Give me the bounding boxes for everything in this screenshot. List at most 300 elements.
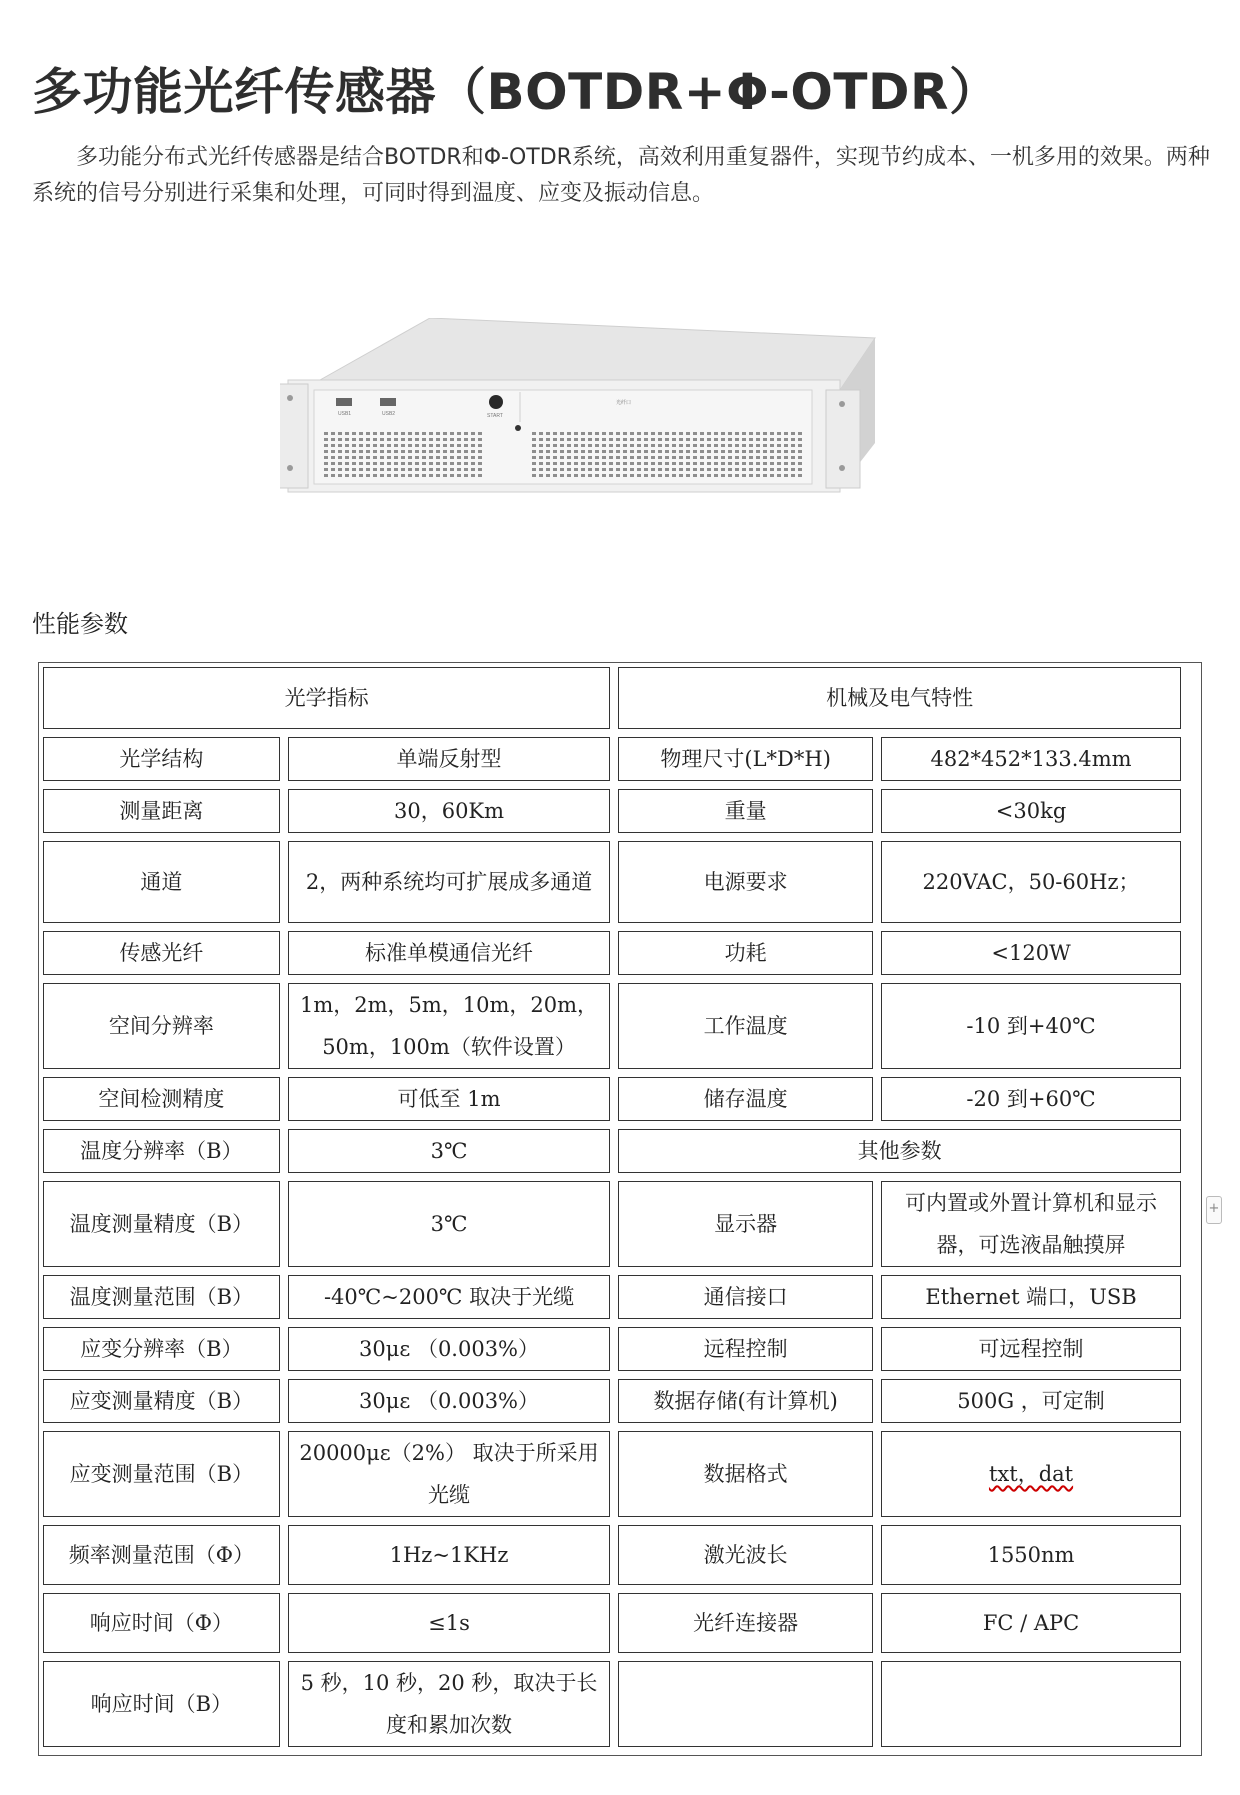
vent-slot — [791, 462, 795, 465]
mount-hole — [287, 395, 293, 401]
vent-slot — [644, 474, 648, 477]
vent-slot — [546, 438, 550, 441]
vent-slot — [422, 462, 426, 465]
vent-slot — [345, 438, 349, 441]
vent-slot — [700, 468, 704, 471]
vent-slot — [387, 432, 391, 435]
device-top-panel — [320, 318, 875, 390]
vent-slot — [763, 450, 767, 453]
vent-slot — [763, 432, 767, 435]
vent-slot — [728, 468, 732, 471]
vent-slot — [616, 444, 620, 447]
mechanical-param-name: 重量 — [618, 789, 873, 833]
vent-slot — [380, 456, 384, 459]
optical-param-value: -40℃~200℃ 取决于光缆 — [288, 1275, 610, 1319]
vent-slot — [450, 462, 454, 465]
vent-slot — [707, 456, 711, 459]
vent-slot — [630, 450, 634, 453]
vent-slot — [422, 474, 426, 477]
vent-slot — [728, 432, 732, 435]
vent-slot — [616, 438, 620, 441]
vent-slot — [735, 474, 739, 477]
optical-param-value: ≤1s — [288, 1593, 610, 1653]
vent-slot — [331, 462, 335, 465]
vent-slot — [637, 450, 641, 453]
vent-slot — [651, 444, 655, 447]
optical-param-value: 3℃ — [288, 1181, 610, 1267]
vent-slot — [700, 438, 704, 441]
optical-param-name: 响应时间（Φ） — [43, 1593, 280, 1653]
mechanical-param-value: txt，dat — [881, 1431, 1181, 1517]
vent-slot — [707, 462, 711, 465]
vent-slot — [651, 432, 655, 435]
table-row — [43, 1593, 1181, 1653]
vent-slot — [546, 462, 550, 465]
vent-slot — [672, 432, 676, 435]
vent-slot — [450, 450, 454, 453]
vent-slot — [742, 444, 746, 447]
vent-slot — [539, 474, 543, 477]
mechanical-param-name: 功耗 — [618, 931, 873, 975]
vent-slot — [567, 444, 571, 447]
vent-slot — [735, 462, 739, 465]
vent-slot — [623, 456, 627, 459]
vent-slot — [770, 444, 774, 447]
vent-slot — [574, 456, 578, 459]
vent-slot — [324, 444, 328, 447]
vent-slot — [609, 474, 613, 477]
optical-param-name: 传感光纤 — [43, 931, 280, 975]
vent-slot — [408, 468, 412, 471]
vent-slot — [415, 432, 419, 435]
vent-slot — [665, 462, 669, 465]
vent-slot — [672, 462, 676, 465]
vent-slot — [394, 456, 398, 459]
vent-slot — [450, 432, 454, 435]
vent-slot — [658, 474, 662, 477]
mount-hole — [839, 465, 845, 471]
vent-slot — [366, 450, 370, 453]
vent-slot — [679, 456, 683, 459]
vent-slot — [749, 462, 753, 465]
vent-slot — [728, 456, 732, 459]
vent-slot — [721, 462, 725, 465]
vent-slot — [436, 444, 440, 447]
vent-slot — [450, 474, 454, 477]
optical-param-value: 3℃ — [288, 1129, 610, 1173]
mount-hole — [839, 401, 845, 407]
optical-param-name: 响应时间（B） — [43, 1661, 280, 1747]
vent-slot — [380, 462, 384, 465]
vent-slot — [721, 450, 725, 453]
vent-slot — [623, 462, 627, 465]
vent-slot — [735, 468, 739, 471]
vent-slot — [665, 444, 669, 447]
vent-slot — [686, 444, 690, 447]
vent-slot — [700, 450, 704, 453]
vent-slot — [588, 456, 592, 459]
vent-slot — [630, 444, 634, 447]
vent-slot — [770, 432, 774, 435]
mechanical-param-name — [618, 1661, 873, 1747]
vent-slot — [749, 438, 753, 441]
optical-param-name: 通道 — [43, 841, 280, 923]
table-row — [43, 1431, 1181, 1517]
vent-slot — [532, 468, 536, 471]
mechanical-param-value: 可远程控制 — [881, 1327, 1181, 1371]
vent-slot — [429, 450, 433, 453]
vent-slot — [777, 468, 781, 471]
vent-slot — [679, 462, 683, 465]
vent-slot — [630, 474, 634, 477]
section-title: 性能参数 — [32, 610, 128, 638]
vent-slot — [560, 456, 564, 459]
spec-table-container — [38, 662, 1202, 1756]
optical-param-name: 温度测量精度（B） — [43, 1181, 280, 1267]
vent-slot — [798, 438, 802, 441]
vent-slot — [742, 468, 746, 471]
vent-slot — [623, 468, 627, 471]
vent-slot — [693, 450, 697, 453]
vent-slot — [588, 438, 592, 441]
vent-slot — [464, 444, 468, 447]
vent-slot — [588, 468, 592, 471]
optical-param-name: 测量距离 — [43, 789, 280, 833]
vent-slot — [777, 474, 781, 477]
vent-slot — [770, 438, 774, 441]
vent-slot — [345, 450, 349, 453]
mechanical-param-name: 数据存储(有计算机) — [618, 1379, 873, 1423]
vent-slot — [770, 450, 774, 453]
vent-slot — [345, 432, 349, 435]
vent-slot — [457, 438, 461, 441]
vent-slot — [693, 438, 697, 441]
mechanical-param-name: 远程控制 — [618, 1327, 873, 1371]
vent-slot — [728, 438, 732, 441]
rack-ear-left — [280, 384, 308, 488]
vent-slot — [422, 450, 426, 453]
vent-slot — [609, 468, 613, 471]
vent-slot — [665, 432, 669, 435]
vent-slot — [588, 462, 592, 465]
vent-slot — [345, 444, 349, 447]
vent-slot — [721, 444, 725, 447]
vent-slot — [658, 462, 662, 465]
vent-slot — [415, 474, 419, 477]
vent-slot — [422, 468, 426, 471]
vent-slot — [784, 474, 788, 477]
vent-slot — [532, 456, 536, 459]
vent-slot — [464, 438, 468, 441]
vent-slot — [457, 432, 461, 435]
vent-slot — [324, 468, 328, 471]
vent-slot — [331, 450, 335, 453]
vent-slot — [366, 462, 370, 465]
vent-slot — [387, 456, 391, 459]
vent-slot — [478, 474, 482, 477]
vent-slot — [560, 474, 564, 477]
vent-slot — [457, 450, 461, 453]
vent-slot — [637, 474, 641, 477]
vent-slot — [408, 462, 412, 465]
vent-slot — [581, 474, 585, 477]
mechanical-param-name: 显示器 — [618, 1181, 873, 1267]
device-photo — [280, 318, 880, 528]
vent-slot — [714, 474, 718, 477]
vent-slot — [742, 474, 746, 477]
vent-slot — [366, 438, 370, 441]
vent-slot — [707, 468, 711, 471]
vent-slot — [373, 462, 377, 465]
vent-slot — [630, 438, 634, 441]
vent-slot — [658, 456, 662, 459]
vent-slot — [567, 456, 571, 459]
vent-slot — [756, 450, 760, 453]
vent-slot — [693, 474, 697, 477]
vent-slot — [338, 438, 342, 441]
vent-slot — [700, 462, 704, 465]
vent-slot — [602, 456, 606, 459]
table-row — [43, 1275, 1181, 1319]
vent-slot — [478, 450, 482, 453]
vent-slot — [457, 468, 461, 471]
vent-slot — [651, 462, 655, 465]
vent-slot — [707, 450, 711, 453]
vent-slot — [609, 432, 613, 435]
usb2-label: USB2 — [382, 411, 396, 417]
vent-slot — [672, 450, 676, 453]
vent-slot — [394, 474, 398, 477]
vent-slot — [457, 456, 461, 459]
vent-slot — [630, 456, 634, 459]
vent-slot — [422, 438, 426, 441]
vent-slot — [387, 462, 391, 465]
mechanical-param-name: 工作温度 — [618, 983, 873, 1069]
vent-slot — [791, 468, 795, 471]
vent-slot — [749, 450, 753, 453]
vent-slot — [763, 438, 767, 441]
vent-slot — [359, 456, 363, 459]
vent-slot — [380, 432, 384, 435]
vent-slot — [436, 462, 440, 465]
vent-slot — [443, 432, 447, 435]
vent-slot — [623, 450, 627, 453]
vent-slot — [464, 450, 468, 453]
vent-slot — [609, 438, 613, 441]
vent-slot — [784, 432, 788, 435]
vent-slot — [567, 450, 571, 453]
optical-param-value: 1Hz~1KHz — [288, 1525, 610, 1585]
vent-slot — [791, 438, 795, 441]
mechanical-param-value: -20 到+60℃ — [881, 1077, 1181, 1121]
other-params-header: 其他参数 — [618, 1129, 1181, 1173]
vent-slot — [338, 462, 342, 465]
optical-param-value: 1m，2m，5m，10m，20m，50m，100m（软件设置） — [288, 983, 610, 1069]
vent-slot — [637, 438, 641, 441]
vent-slot — [338, 456, 342, 459]
vent-slot — [616, 474, 620, 477]
vent-slot — [686, 438, 690, 441]
vent-slot — [777, 456, 781, 459]
mechanical-param-value: 500G ，可定制 — [881, 1379, 1181, 1423]
vent-slot — [324, 438, 328, 441]
vent-slot — [450, 456, 454, 459]
vent-slot — [581, 444, 585, 447]
optical-param-value: 单端反射型 — [288, 737, 610, 781]
vent-slot — [359, 432, 363, 435]
vent-slot — [742, 450, 746, 453]
vent-slot — [763, 468, 767, 471]
vent-slot — [345, 474, 349, 477]
vent-slot — [749, 456, 753, 459]
table-row — [43, 931, 1181, 975]
optical-param-name: 频率测量范围（Φ） — [43, 1525, 280, 1585]
vent-slot — [471, 432, 475, 435]
optical-param-value: 2，两种系统均可扩展成多通道 — [288, 841, 610, 923]
vent-slot — [553, 444, 557, 447]
vent-slot — [770, 468, 774, 471]
mechanical-param-value: <120W — [881, 931, 1181, 975]
vent-slot — [345, 462, 349, 465]
vent-slot — [387, 468, 391, 471]
vent-slot — [331, 444, 335, 447]
vent-slot — [553, 462, 557, 465]
vent-slot — [331, 468, 335, 471]
vent-slot — [588, 474, 592, 477]
usb1-port — [336, 398, 352, 406]
vent-slot — [539, 468, 543, 471]
vent-slot — [658, 468, 662, 471]
intro-paragraph: 多功能分布式光纤传感器是结合BOTDR和Φ-OTDR系统，高效利用重复器件，实现节约成本、一机多用的效果。两种系统的信号分别进行采集和处理，可同时得到温度、应变及振动信息。 — [32, 145, 1210, 206]
vent-slot — [574, 468, 578, 471]
vent-slot — [602, 450, 606, 453]
vent-slot — [464, 432, 468, 435]
vent-slot — [798, 456, 802, 459]
vent-slot — [408, 450, 412, 453]
mechanical-param-value: <30kg — [881, 789, 1181, 833]
vent-slot — [798, 444, 802, 447]
vent-slot — [672, 468, 676, 471]
vent-slot — [352, 444, 356, 447]
vent-slot — [532, 432, 536, 435]
vent-slot — [700, 432, 704, 435]
vent-slot — [539, 462, 543, 465]
usb1-label: USB1 — [338, 411, 352, 417]
vent-slot — [478, 432, 482, 435]
optical-param-value: 30，60Km — [288, 789, 610, 833]
vent-slot — [665, 438, 669, 441]
vent-slot — [686, 456, 690, 459]
optical-param-name: 应变分辨率（B） — [43, 1327, 280, 1371]
vent-slot — [415, 444, 419, 447]
vent-slot — [553, 450, 557, 453]
vent-slot — [352, 468, 356, 471]
vent-slot — [798, 450, 802, 453]
vent-slot — [546, 468, 550, 471]
vent-slot — [546, 432, 550, 435]
vent-slot — [630, 432, 634, 435]
vent-slot — [373, 468, 377, 471]
vent-slot — [791, 444, 795, 447]
table-row — [43, 1379, 1181, 1423]
vent-slot — [560, 432, 564, 435]
vent-slot — [770, 456, 774, 459]
vent-slot — [471, 474, 475, 477]
table-row — [43, 1525, 1181, 1585]
vent-slot — [756, 438, 760, 441]
vent-slot — [324, 432, 328, 435]
side-expand-button[interactable]: + — [1206, 1196, 1222, 1224]
vent-slot — [602, 438, 606, 441]
vent-slot — [798, 468, 802, 471]
vent-slot — [798, 474, 802, 477]
optical-param-value: 5 秒，10 秒，20 秒，取决于长度和累加次数 — [288, 1661, 610, 1747]
optical-param-name: 光学结构 — [43, 737, 280, 781]
vent-slot — [574, 432, 578, 435]
vent-slot — [595, 462, 599, 465]
vent-slot — [728, 474, 732, 477]
vent-slot — [415, 468, 419, 471]
vent-slot — [637, 468, 641, 471]
vent-slot — [539, 444, 543, 447]
vent-slot — [574, 474, 578, 477]
vent-slot — [609, 444, 613, 447]
mechanical-param-name: 储存温度 — [618, 1077, 873, 1121]
vent-slot — [756, 444, 760, 447]
vent-slot — [443, 468, 447, 471]
mechanical-param-name: 光纤连接器 — [618, 1593, 873, 1653]
page-title: 多功能光纤传感器（BOTDR+Φ-OTDR） — [32, 63, 1000, 121]
vent-slot — [380, 450, 384, 453]
vent-slot — [651, 468, 655, 471]
vent-slot — [644, 432, 648, 435]
vent-slot — [686, 468, 690, 471]
vent-slot — [373, 432, 377, 435]
vent-slot — [560, 450, 564, 453]
vent-slot — [429, 462, 433, 465]
start-button — [489, 395, 503, 409]
vent-slot — [478, 456, 482, 459]
vent-slot — [422, 432, 426, 435]
vent-slot — [735, 456, 739, 459]
vent-slot — [471, 444, 475, 447]
vent-slot — [387, 444, 391, 447]
vent-slot — [707, 444, 711, 447]
vent-slot — [777, 450, 781, 453]
vent-slot — [553, 468, 557, 471]
vent-slot — [324, 474, 328, 477]
vent-slot — [539, 450, 543, 453]
vent-slot — [478, 444, 482, 447]
vent-slot — [436, 456, 440, 459]
vent-slot — [415, 462, 419, 465]
vent-slot — [373, 438, 377, 441]
vent-slot — [352, 462, 356, 465]
vent-slot — [401, 474, 405, 477]
vent-slot — [595, 468, 599, 471]
vent-slot — [707, 438, 711, 441]
vent-slot — [665, 468, 669, 471]
optical-param-name: 温度测量范围（B） — [43, 1275, 280, 1319]
vent-slot — [665, 456, 669, 459]
mechanical-param-value: 1550nm — [881, 1525, 1181, 1585]
vent-slot — [784, 456, 788, 459]
vent-slot — [443, 450, 447, 453]
vent-slot — [679, 474, 683, 477]
vent-slot — [352, 438, 356, 441]
vent-slot — [721, 468, 725, 471]
vent-slot — [574, 438, 578, 441]
